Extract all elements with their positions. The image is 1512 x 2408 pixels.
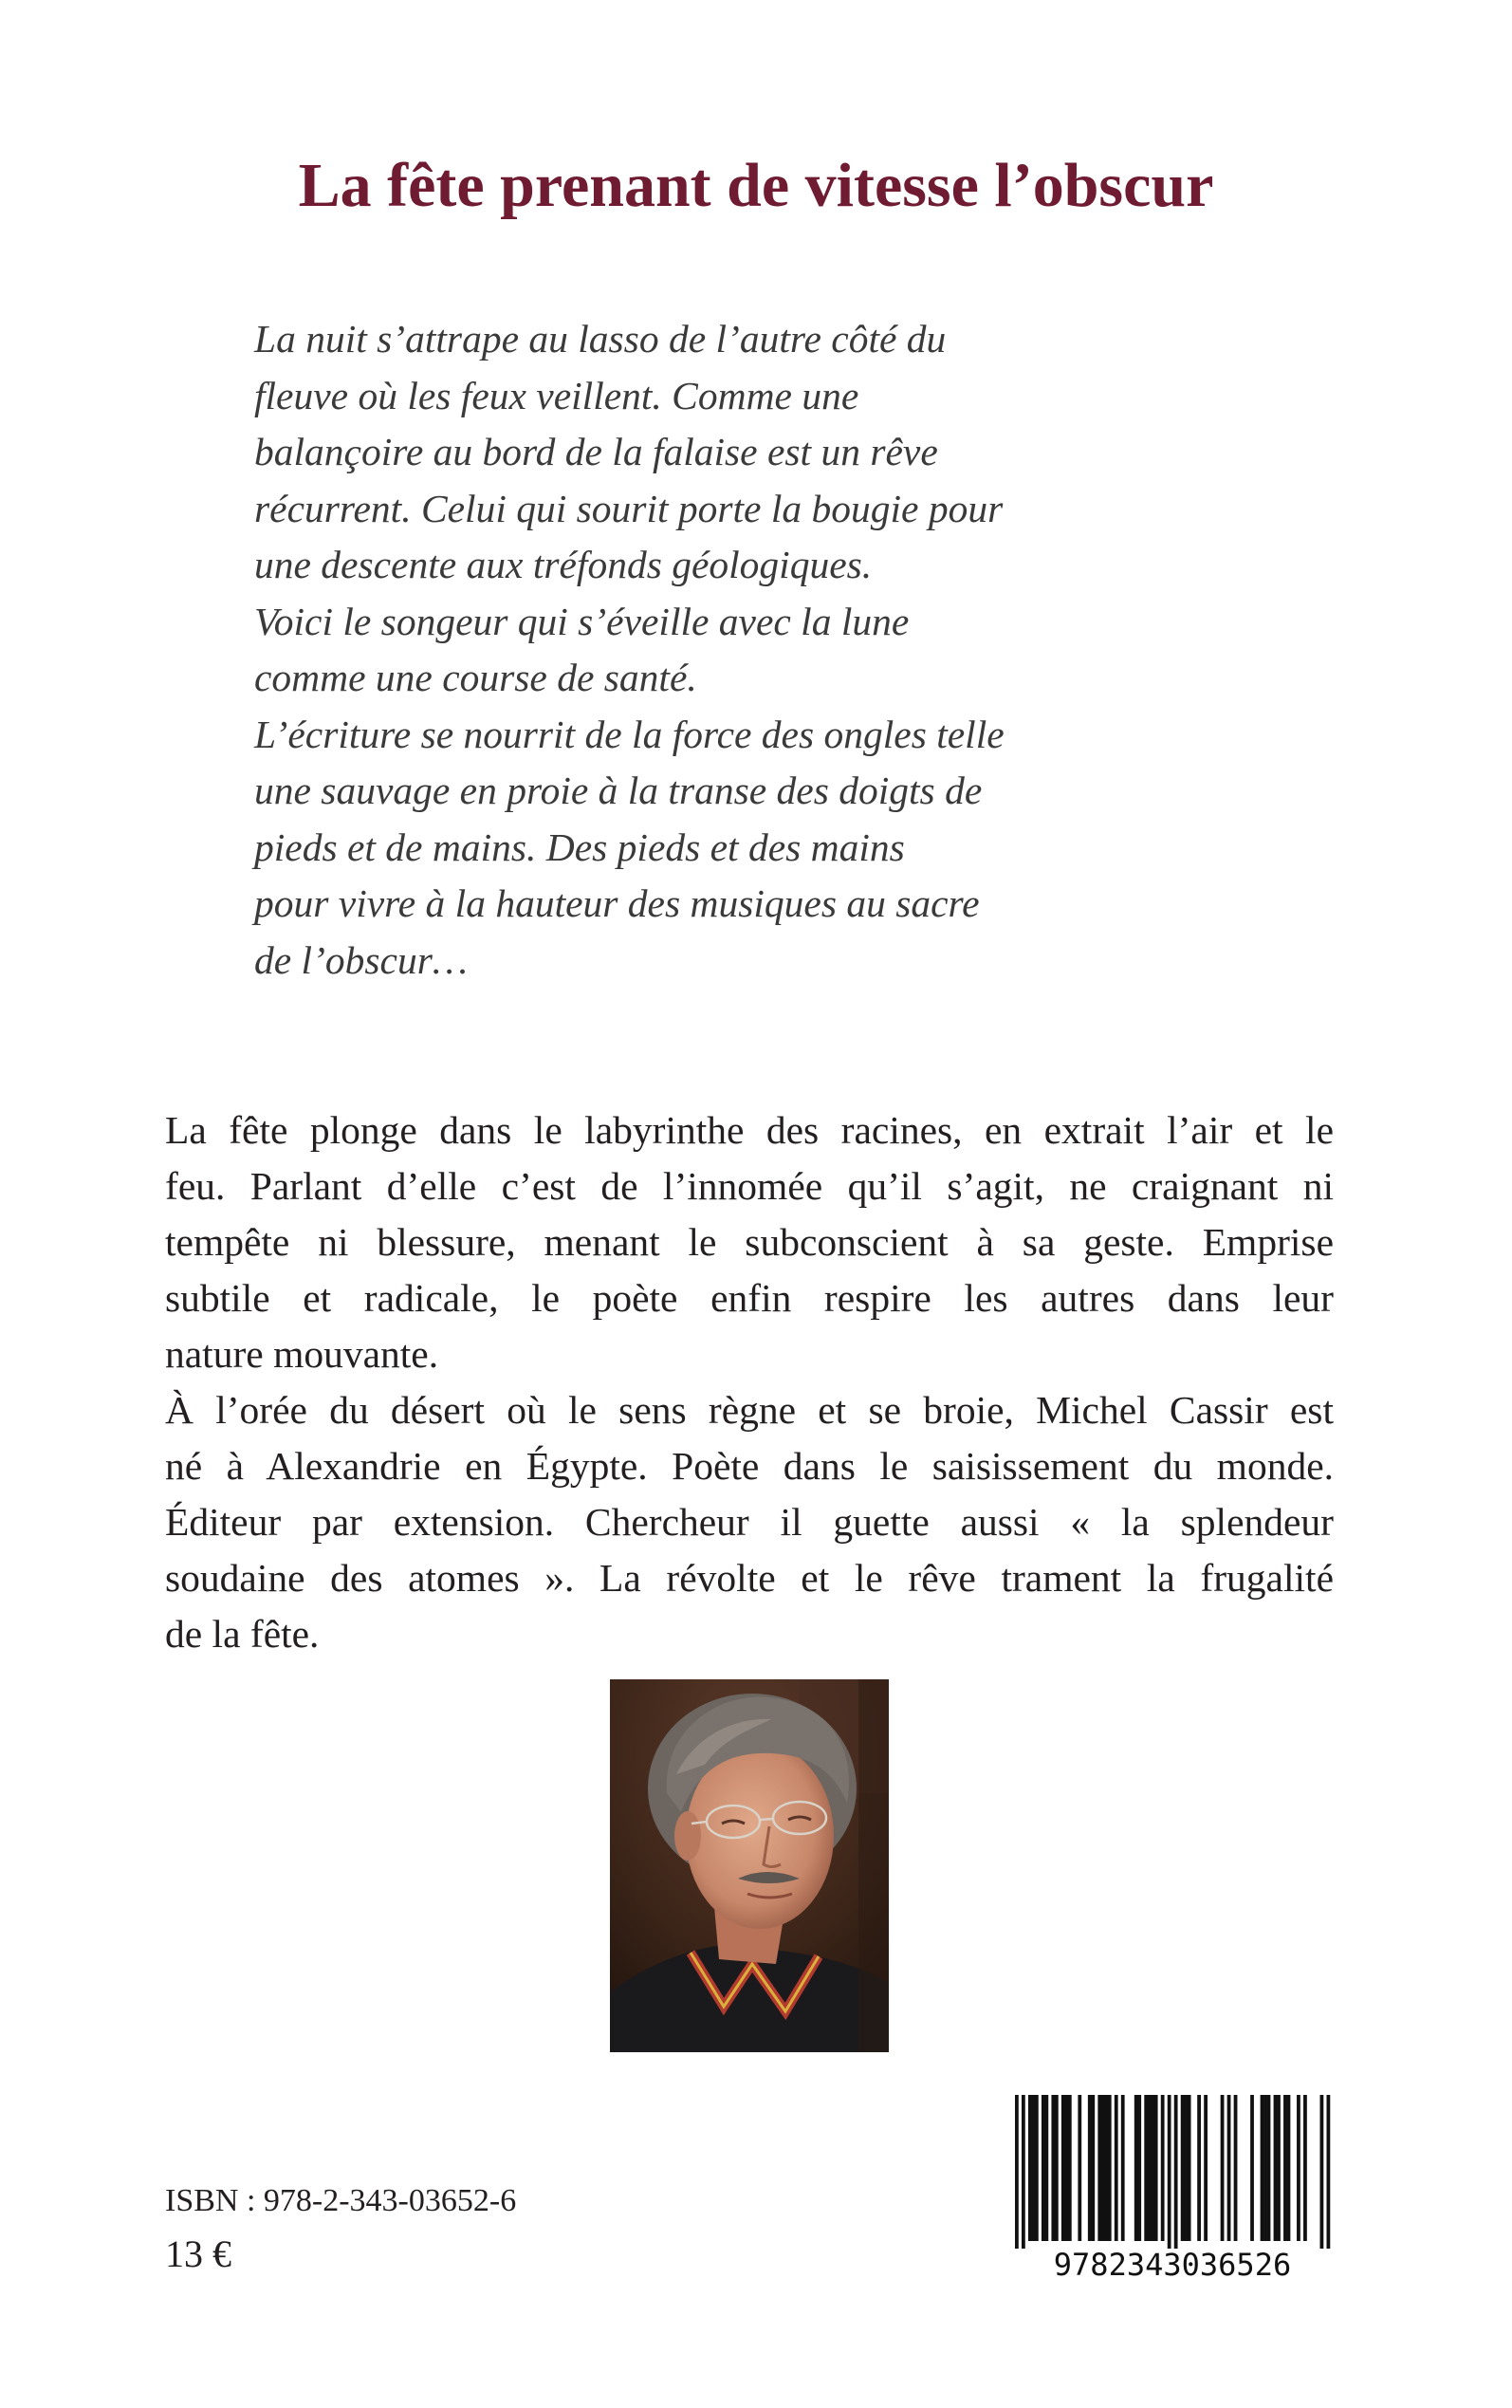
barcode-bar: [1174, 2095, 1178, 2249]
barcode-bar: [1188, 2095, 1191, 2241]
barcode-bar: [1250, 2095, 1254, 2241]
barcode-bar: [1028, 2095, 1032, 2241]
poem-line: balançoire au bord de la falaise est un rêve: [254, 430, 938, 473]
barcode-bar: [1068, 2095, 1072, 2241]
barcode-bar: [1101, 2095, 1105, 2241]
poem-line: fleuve où les feux veillent. Comme une: [254, 373, 859, 417]
blurb-line: À l’orée du désert où le sens règne et se broie, Michel Cassir est: [165, 1388, 1334, 1432]
barcode-bar: [1104, 2095, 1108, 2241]
barcode-bar: [1303, 2095, 1307, 2241]
poem-line: de l’obscur…: [254, 937, 468, 982]
blurb-line: nature mouvante.: [165, 1332, 439, 1376]
blurb-line: tempête ni blessure, menant le subconscient à sa geste. Emprise: [165, 1220, 1334, 1264]
barcode-bar: [1227, 2095, 1231, 2241]
barcode-bar: [1181, 2095, 1185, 2241]
barcode-bar: [1234, 2095, 1238, 2241]
barcode-bar: [1168, 2095, 1171, 2249]
blurb-line: né à Alexandrie en Égypte. Poète dans le saisissement du monde.: [165, 1444, 1334, 1488]
barcode-bar: [1031, 2095, 1035, 2241]
barcode-bar: [1061, 2095, 1065, 2241]
author-photo: [610, 1679, 889, 2052]
barcode-bar: [1134, 2095, 1138, 2241]
poem-line: comme une course de santé.: [254, 656, 697, 699]
barcode-digits: 9782343036526: [1053, 2247, 1292, 2283]
isbn: ISBN : 978-2-343-03652-6: [165, 2183, 517, 2218]
barcode-bar: [1277, 2095, 1281, 2241]
barcode-bar: [1055, 2095, 1059, 2241]
barcode-bar: [1091, 2095, 1095, 2241]
barcode-bar: [1154, 2095, 1158, 2241]
barcode-bar: [1108, 2095, 1112, 2241]
back-cover-blurb: [165, 1102, 1334, 1662]
barcode-bar: [1327, 2095, 1331, 2249]
barcode-bar: [1297, 2095, 1300, 2241]
barcode-bar: [1283, 2095, 1287, 2241]
barcode: [1005, 2091, 1339, 2283]
price: 13 €: [165, 2232, 231, 2275]
barcode-bar: [1121, 2095, 1125, 2241]
poem-line: L’écriture se nourrit de la force des ongles telle: [254, 712, 1005, 756]
barcode-bar: [1184, 2095, 1188, 2241]
blurb-line: subtile et radicale, le poète enfin respire les autres dans leur: [165, 1276, 1334, 1320]
barcode-bar: [1022, 2095, 1025, 2249]
poem-line: une descente aux tréfonds géologiques.: [254, 543, 873, 586]
barcode-bar: [1042, 2095, 1045, 2241]
blurb-line: feu. Parlant d’elle c’est de l’innomée qu’il s’agit, ne craignant ni: [165, 1164, 1334, 1208]
barcode-bar: [1274, 2095, 1278, 2241]
barcode-bar: [1267, 2095, 1271, 2241]
barcode-bar: [1115, 2095, 1118, 2241]
poem-line: pour vivre à la hauteur des musiques au sacre: [254, 881, 980, 925]
barcode-bar: [1144, 2095, 1148, 2241]
barcode-bar: [1044, 2095, 1048, 2241]
barcode-bar: [1197, 2095, 1201, 2241]
barcode-bar: [1078, 2095, 1081, 2241]
blurb-line: Éditeur par extension. Chercheur il guette aussi « la splendeur: [165, 1500, 1334, 1544]
barcode-bar: [1015, 2095, 1019, 2249]
barcode-bar: [1263, 2095, 1267, 2241]
blurb-line: de la fête.: [165, 1612, 320, 1656]
barcode-bar: [1151, 2095, 1154, 2241]
barcode-bar: [1137, 2095, 1141, 2241]
barcode-bar: [1051, 2095, 1055, 2241]
poem-line: récurrent. Celui qui sourit porte la bougie pour: [254, 486, 1004, 530]
barcode-bar: [1287, 2095, 1291, 2241]
barcode-bar: [1261, 2095, 1264, 2241]
blurb-line: La fête plonge dans le labyrinthe des racines, en extrait l’air et le: [165, 1108, 1334, 1152]
poem-line: pieds et de mains. Des pieds et des mains: [254, 824, 905, 869]
barcode-bar: [1148, 2095, 1152, 2241]
poem-line: Voici le songeur qui s’éveille avec la lune: [254, 599, 910, 643]
barcode-bar: [1204, 2095, 1208, 2241]
poem-line: une sauvage en proie à la transe des doigts de: [254, 769, 983, 812]
barcode-bar: [1035, 2095, 1039, 2241]
barcode-bar: [1097, 2095, 1101, 2241]
poem-excerpt: [254, 311, 1108, 989]
barcode-bar: [1320, 2095, 1324, 2249]
barcode-bar: [1064, 2095, 1068, 2241]
blurb-line: soudaine des atomes ». La révolte et le rêve trament la frugalité: [165, 1556, 1334, 1600]
barcode-bar: [1161, 2095, 1165, 2241]
poem-line: La nuit s’attrape au lasso de l’autre côté du: [254, 317, 947, 361]
book-title: La fête prenant de vitesse l’obscur: [298, 151, 1214, 220]
barcode-bar: [1088, 2095, 1092, 2241]
barcode-bar: [1221, 2095, 1225, 2241]
